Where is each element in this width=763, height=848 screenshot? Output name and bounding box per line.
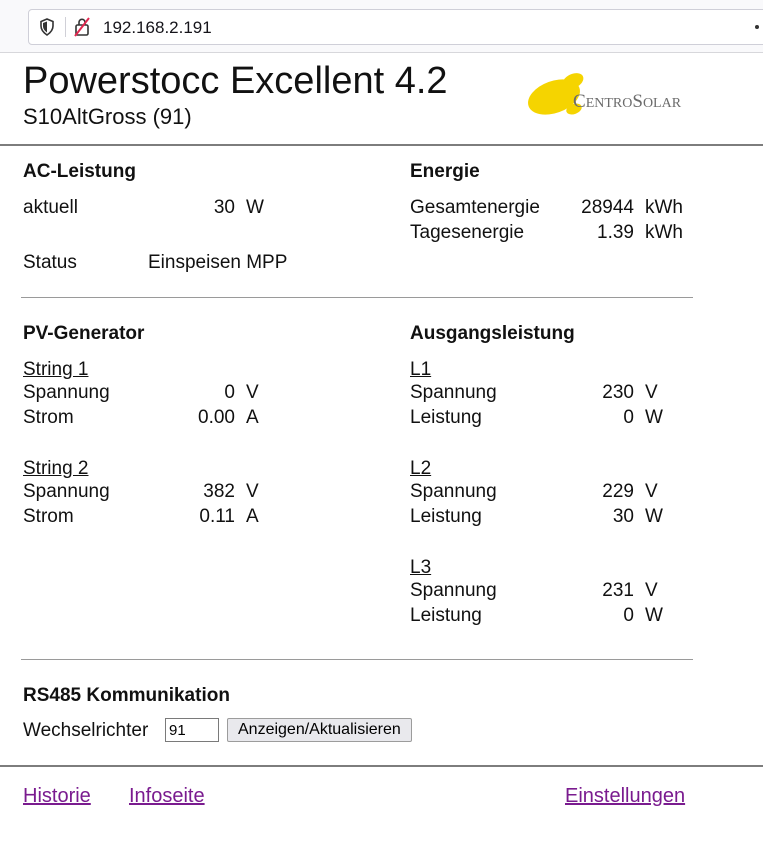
ac-current-value: 30 — [213, 197, 235, 218]
address-bar[interactable] — [28, 9, 763, 45]
string-2-voltage-label: Spannung — [23, 481, 110, 502]
string-2-voltage-unit: V — [246, 481, 259, 502]
string-1-name: String 1 — [23, 359, 89, 380]
ac-current-label: aktuell — [23, 197, 78, 218]
history-link[interactable]: Historie — [23, 785, 91, 807]
output-heading: Ausgangsleistung — [410, 323, 575, 344]
string-2-voltage: 382 — [203, 481, 235, 502]
total-energy-value: 28944 — [581, 197, 634, 218]
page-subtitle: S10AltGross (91) — [23, 104, 192, 129]
phase-l1-power-unit: W — [645, 407, 663, 428]
shield-icon[interactable] — [39, 18, 55, 36]
rs485-heading: RS485 Kommunikation — [23, 685, 230, 706]
phase-l2-voltage: 229 — [602, 481, 634, 502]
section-divider — [21, 659, 693, 660]
header-divider — [0, 144, 763, 146]
phase-l3-name: L3 — [410, 557, 432, 578]
string-2-current-unit: A — [246, 506, 259, 527]
string-1-voltage: 0 — [224, 382, 235, 403]
phase-l2-voltage-label: Spannung — [410, 481, 497, 502]
phase-l3-power-unit: W — [645, 605, 663, 626]
url-text[interactable]: 192.168.2.191 — [103, 18, 212, 37]
centrosolar-logo — [524, 64, 694, 124]
phase-l2-power-label: Leistung — [410, 506, 482, 527]
logo-wordmark: CENTROSOLAR — [573, 91, 682, 112]
string-1-current-unit: A — [246, 407, 259, 428]
inverter-input[interactable] — [165, 718, 219, 742]
insecure-lock-icon[interactable] — [73, 17, 91, 37]
total-energy-unit: kWh — [645, 197, 683, 218]
settings-link[interactable]: Einstellungen — [565, 785, 686, 807]
phase-l1-power: 0 — [623, 407, 634, 428]
phase-l3-voltage-unit: V — [645, 580, 658, 601]
phase-l1-name: L1 — [410, 359, 432, 380]
separator — [65, 17, 66, 37]
day-energy-label: Tagesenergie — [410, 222, 525, 243]
phase-l2-name: L2 — [410, 458, 432, 479]
pv-heading: PV-Generator — [23, 323, 145, 344]
inverter-label: Wechselrichter — [23, 720, 149, 741]
phase-l1-voltage: 230 — [602, 382, 634, 403]
refresh-button[interactable]: Anzeigen/Aktualisieren — [227, 718, 412, 742]
status-value: Einspeisen MPP — [148, 252, 288, 273]
string-2-name: String 2 — [23, 458, 89, 479]
phase-l2-power-unit: W — [645, 506, 663, 527]
ac-current-unit: W — [246, 197, 264, 218]
string-1-current-label: Strom — [23, 407, 74, 428]
string-1-voltage-unit: V — [246, 382, 259, 403]
footer-divider — [0, 765, 763, 767]
status-label: Status — [23, 252, 77, 273]
phase-l1-voltage-label: Spannung — [410, 382, 497, 403]
browser-toolbar — [0, 0, 763, 53]
total-energy-label: Gesamtenergie — [410, 197, 540, 218]
phase-l1-voltage-unit: V — [645, 382, 658, 403]
day-energy-value: 1.39 — [597, 222, 634, 243]
ac-heading: AC-Leistung — [23, 161, 136, 182]
phase-l3-voltage-label: Spannung — [410, 580, 497, 601]
phase-l3-voltage: 231 — [602, 580, 634, 601]
energy-heading: Energie — [410, 161, 480, 182]
info-link[interactable]: Infoseite — [129, 785, 205, 807]
string-1-voltage-label: Spannung — [23, 382, 110, 403]
day-energy-unit: kWh — [645, 222, 683, 243]
string-2-current-label: Strom — [23, 506, 74, 527]
phase-l3-power: 0 — [623, 605, 634, 626]
string-2-current: 0.11 — [199, 506, 235, 527]
section-divider — [21, 297, 693, 298]
phase-l2-power: 30 — [612, 506, 634, 527]
string-1-current: 0.00 — [198, 407, 235, 428]
phase-l2-voltage-unit: V — [645, 481, 658, 502]
menu-dot-icon[interactable] — [755, 25, 759, 29]
phase-l3-power-label: Leistung — [410, 605, 482, 626]
phase-l1-power-label: Leistung — [410, 407, 482, 428]
page-title: Powerstocc Excellent 4.2 — [23, 60, 448, 102]
